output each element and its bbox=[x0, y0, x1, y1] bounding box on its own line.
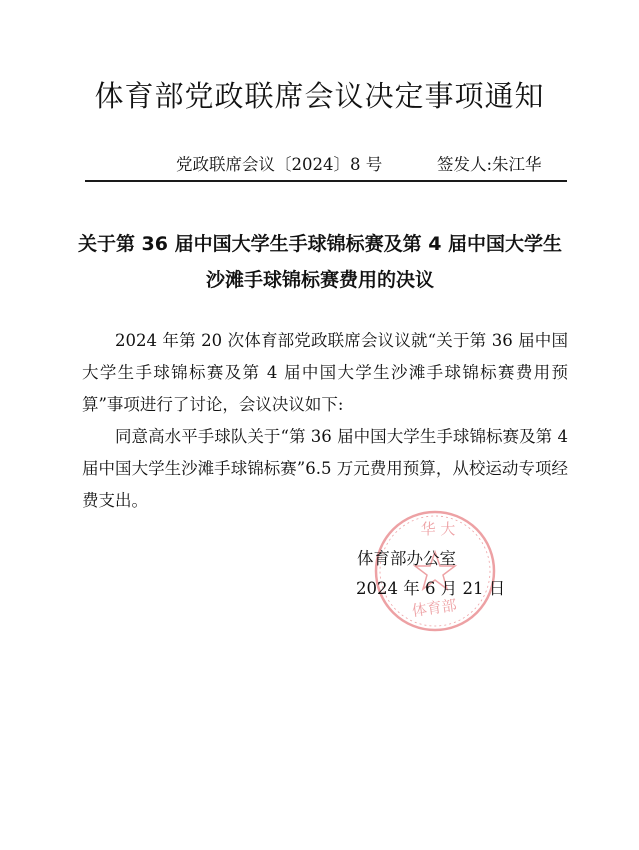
header-divider bbox=[85, 180, 567, 182]
seal-text-bottom: 体育部 bbox=[410, 596, 458, 621]
decision-title-line-2: 沙滩手球锦标赛费用的决议 bbox=[205, 269, 434, 291]
document-number: 党政联席会议〔2024〕8 号 bbox=[176, 155, 383, 174]
decision-title-line-1: 关于第 36 届中国大学生手球锦标赛及第 4 届中国大学生 bbox=[77, 233, 563, 255]
body-paragraph-2: 同意高水平手球队关于“第 36 届中国大学生手球锦标赛及第 4 届中国大学生沙滩手球锦标赛”6.5 万元费用预算，从校运动专项经费支出。 bbox=[82, 427, 568, 510]
body-paragraph-1: 2024 年第 20 次体育部党政联席会议议就“关于第 36 届中国大学生手球锦标赛及第 4 届中国大学生沙滩手球锦标赛费用预算”事项进行了讨论，会议决议如下: bbox=[82, 331, 568, 414]
issue-date: 2024 年 6 月 21 日 bbox=[356, 579, 506, 598]
signer: 签发人:朱江华 bbox=[437, 155, 542, 174]
seal-text-top: 华 大 bbox=[420, 520, 456, 538]
decision-title bbox=[72, 226, 568, 298]
document-title: 体育部党政联席会议决定事项通知 bbox=[94, 79, 545, 113]
official-seal-icon bbox=[372, 508, 498, 634]
issuing-office: 体育部办公室 bbox=[357, 549, 456, 568]
